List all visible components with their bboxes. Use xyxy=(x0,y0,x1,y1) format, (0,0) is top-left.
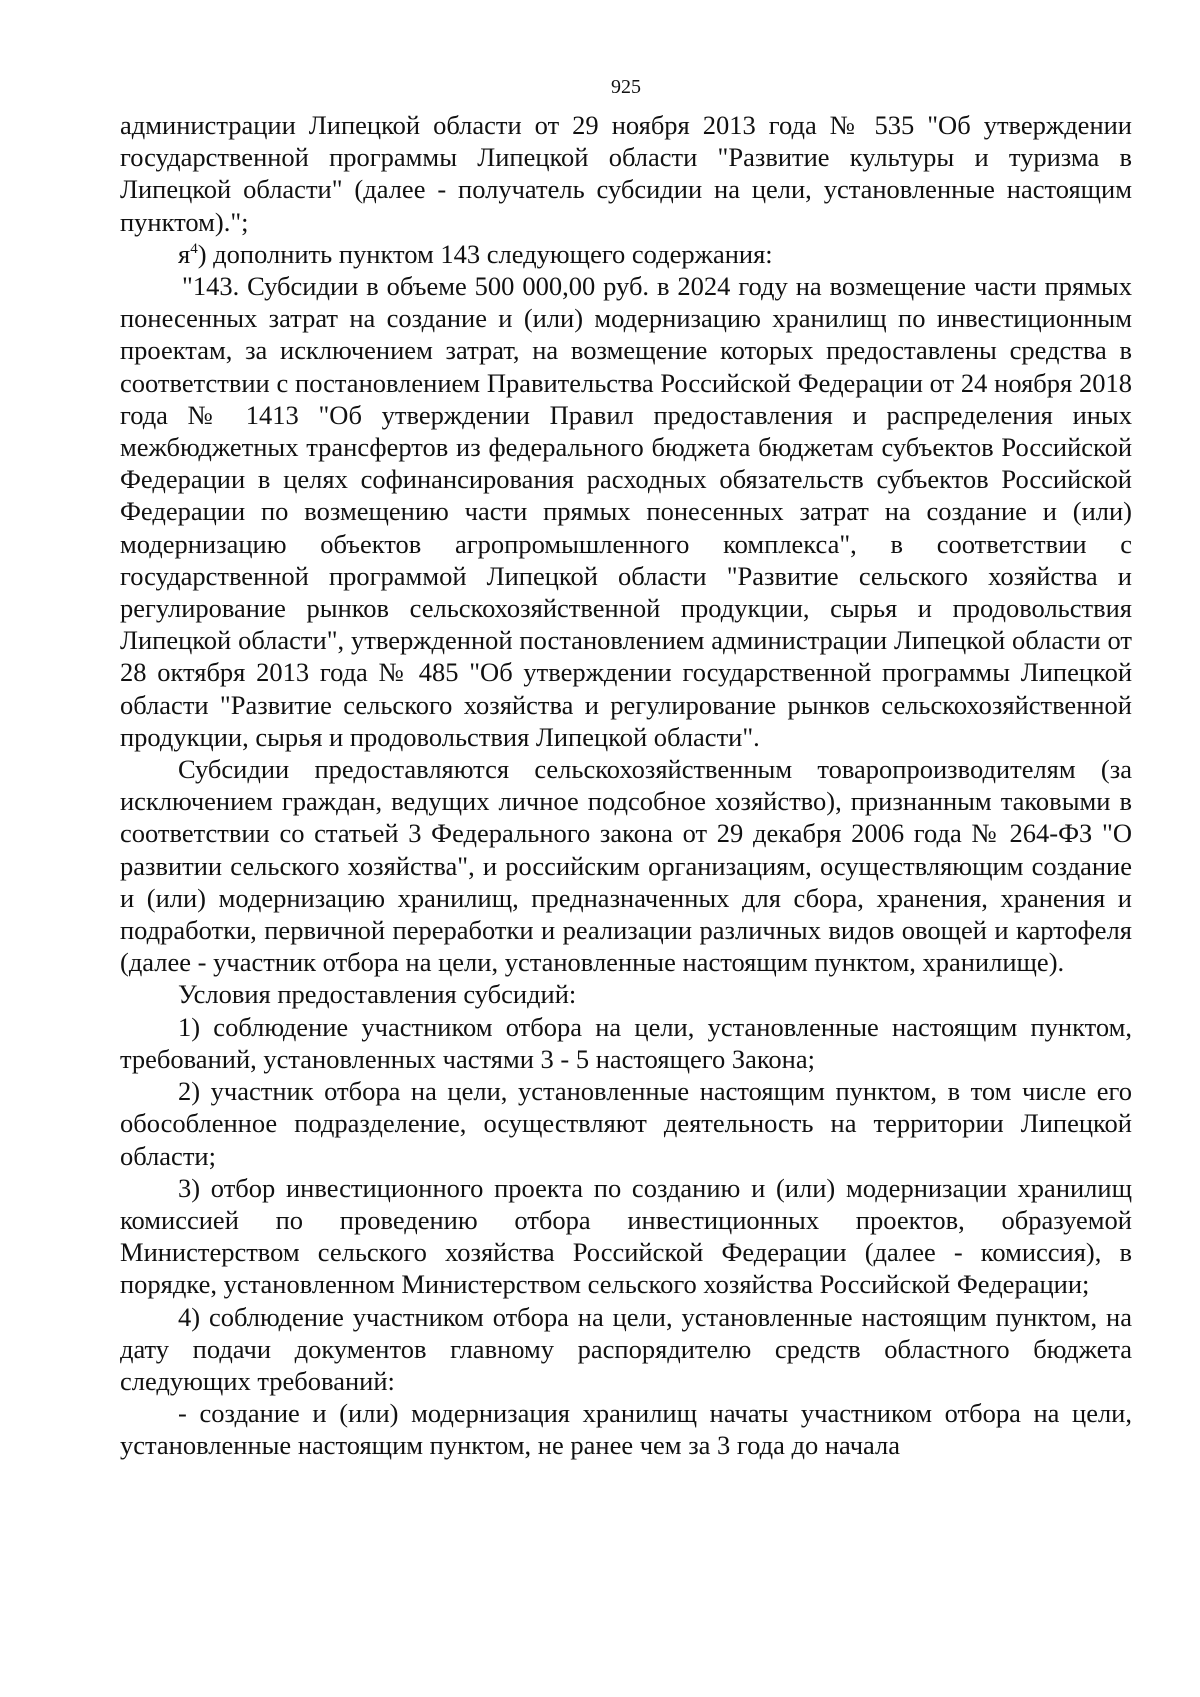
paragraph-amendment-ya4 xyxy=(120,238,1132,270)
amendment-superscript: 4 xyxy=(190,240,198,257)
paragraph-requirement-dash: - создание и (или) модернизация хранилищ начаты участником отбора на цели, установленные настоящим пунктом, не ранее чем за 3 года до начала xyxy=(120,1398,1132,1461)
paragraph-recipients: Субсидии предоставляются сельскохозяйственным товаропроизводителям (за исключением граждан, ведущих личное подсобное хозяйство), признанным таковыми в соответствии со статьей 3 Федерального закона от 29 декабря 2006 года № 264-ФЗ "О развитии сельского хозяйства", и российским организациям, осуществляющим создание и (или) модернизацию хранилищ, предназначенных для сбора, хранения, хранения и подработки, первичной переработки и реализации различных видов овощей и картофеля (далее - участник отбора на цели, установленные настоящим пунктом, хранилище). xyxy=(120,754,1132,978)
amendment-text: ) дополнить пунктом 143 следующего содержания: xyxy=(197,238,773,269)
paragraph-continuation: администрации Липецкой области от 29 ноября 2013 года № 535 "Об утверждении государственной программы Липецкой области "Развитие культуры и туризма в Липецкой области" (далее - получатель субсидии на цели, установленные настоящим пунктом)."; xyxy=(120,110,1132,237)
paragraph-condition-4: 4) соблюдение участником отбора на цели, установленные настоящим пунктом, на дату подачи документов главному распорядителю средств областного бюджета следующих требований: xyxy=(120,1301,1132,1396)
paragraph-condition-1: 1) соблюдение участником отбора на цели, установленные настоящим пунктом, требований, установленных частями 3 - 5 настоящего Закона; xyxy=(120,1011,1132,1074)
document-page xyxy=(120,75,1132,1462)
paragraph-conditions-heading: Условия предоставления субсидий: xyxy=(178,979,577,1010)
paragraph-point-143: "143. Субсидии в объеме 500 000,00 руб. в 2024 году на возмещение части прямых понесенных затрат на создание и (или) модернизацию хранилищ по инвестиционным проектам, за исключением затрат, на возмещение которых предоставлены средства в соответствии с постановлением Правительства Российской Федерации от 24 ноября 2018 года № 1413 "Об утверждении Правил предоставления и распределения иных межбюджетных трансфертов из федерального бюджета бюджетам субъектов Российской Федерации в целях софинансирования расходных обязательств субъектов Российской Федерации по возмещению части прямых понесенных затрат на создание и (или) модернизацию объектов агропромышленного комплекса", в соответствии с государственной программой Липецкой области "Развитие сельского хозяйства и регулирование рынков сельскохозяйственной продукции, сырья и продовольствия Липецкой области", утвержденной постановлением администрации Липецкой области от 28 октября 2013 года № 485 "Об утверждении государственной программы Липецкой области "Развитие сельского хозяйства и регулирование рынков сельскохозяйственной продукции, сырья и продовольствия Липецкой области". xyxy=(120,271,1132,752)
paragraph-condition-3: 3) отбор инвестиционного проекта по созданию и (или) модернизации хранилищ комиссией по проведению отбора инвестиционных проектов, образуемой Министерством сельского хозяйства Российской Федерации (далее - комиссия), в порядке, установленном Министерством сельского хозяйства Российской Федерации; xyxy=(120,1172,1132,1300)
document-body xyxy=(120,109,1132,1462)
amendment-letter: я xyxy=(178,238,191,269)
page-number: 925 xyxy=(611,76,641,98)
paragraph-condition-2: 2) участник отбора на цели, установленные настоящим пунктом, в том числе его обособленное подразделение, осуществляют деятельность на территории Липецкой области; xyxy=(120,1076,1132,1171)
